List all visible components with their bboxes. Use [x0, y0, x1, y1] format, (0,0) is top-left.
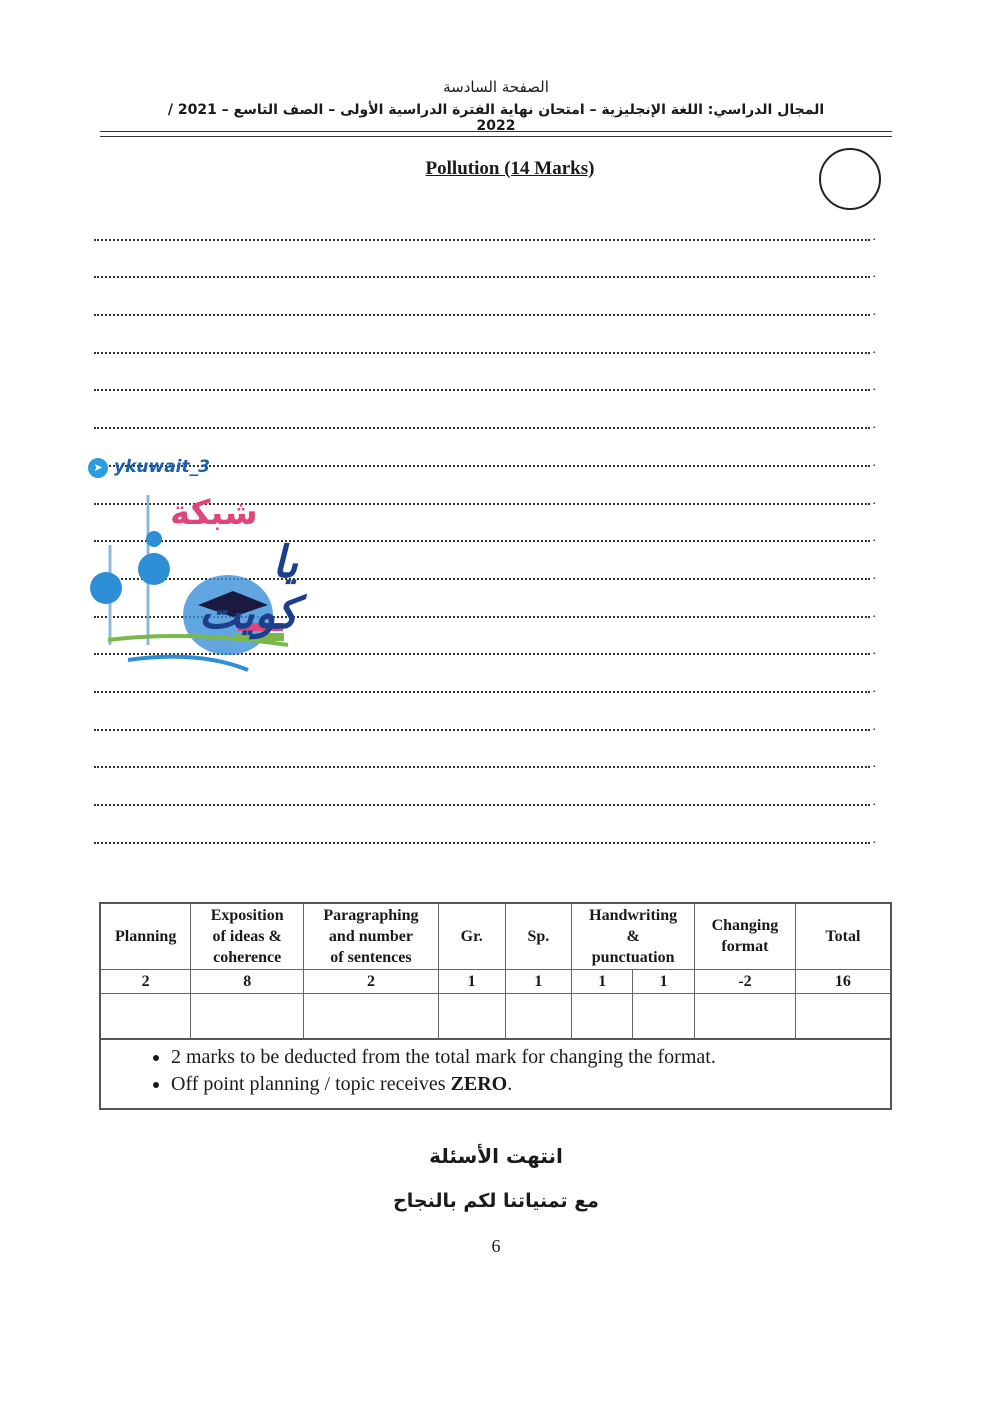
watermark-brand-main: يا كويت: [198, 537, 298, 639]
watermark-brand-top: شبكة: [170, 493, 258, 533]
header-line: Handwriting: [589, 906, 678, 924]
header-handwriting: [572, 903, 695, 969]
mark-grammar: 1: [438, 969, 505, 993]
watermark-logo: [88, 455, 298, 690]
mark-handwriting: 1: [572, 969, 633, 993]
header-grammar: Gr.: [438, 903, 505, 969]
score-cell[interactable]: [191, 993, 304, 1039]
header-exposition: [191, 903, 304, 969]
header-divider: [100, 131, 892, 132]
note-text: Off point planning / topic receives: [171, 1073, 451, 1095]
header-line: &: [626, 927, 640, 945]
writing-line[interactable]: [94, 740, 876, 778]
note-item: • 2 marks to be deducted from the total mark for changing the format.: [171, 1044, 890, 1071]
rubric-score-row: [100, 993, 891, 1039]
watermark-handle: ykuwait_3: [114, 457, 210, 477]
header-divider-2: [100, 136, 892, 137]
header-planning: Planning: [100, 903, 191, 969]
rubric-marks-row: [100, 969, 891, 993]
header-line: and number: [328, 927, 413, 945]
writing-line[interactable]: [94, 363, 876, 401]
mark-spelling: 1: [505, 969, 572, 993]
header-total: Total: [795, 903, 891, 969]
score-cell[interactable]: [695, 993, 796, 1039]
mark-planning: 2: [100, 969, 191, 993]
mark-punctuation: 1: [633, 969, 695, 993]
note-emphasis: ZERO: [450, 1073, 508, 1095]
score-cell[interactable]: [572, 993, 633, 1039]
header-paragraphing: [304, 903, 439, 969]
header-line: Exposition: [210, 906, 284, 924]
header-spelling: Sp.: [505, 903, 572, 969]
score-cell[interactable]: [100, 993, 191, 1039]
score-circle: [819, 148, 881, 210]
writing-line[interactable]: [94, 287, 876, 325]
essay-title: Pollution (14 Marks): [425, 158, 595, 179]
writing-line[interactable]: [94, 702, 876, 740]
writing-line[interactable]: [94, 777, 876, 815]
good-luck-message: مع تمنياتنا لكم بالنجاح: [393, 1190, 599, 1212]
header-line: coherence: [213, 948, 282, 966]
mark-changing-format: -2: [695, 969, 796, 993]
note-text: .: [507, 1073, 513, 1095]
writing-line[interactable]: [94, 400, 876, 438]
header-line: punctuation: [591, 948, 675, 966]
header-line: Changing: [711, 917, 779, 935]
writing-line[interactable]: [94, 212, 876, 250]
writing-line[interactable]: [94, 250, 876, 288]
rubric-table: [99, 902, 892, 1040]
score-cell[interactable]: [505, 993, 572, 1039]
score-cell[interactable]: [438, 993, 505, 1039]
header-line: format: [721, 938, 769, 956]
note-item: [171, 1071, 890, 1098]
page-label: الصفحة السادسة: [443, 78, 549, 96]
writing-line[interactable]: [94, 325, 876, 363]
writing-line[interactable]: [94, 815, 876, 853]
subject-line: المجال الدراسي: اللغة الإنجليزية – امتحان نهاية الفترة الدراسية الأولى – الصف التاسع – 2021 / 2022: [167, 102, 825, 134]
rubric-notes: [99, 1040, 892, 1110]
telegram-icon: ➤: [88, 458, 108, 478]
header-changing-format: [695, 903, 796, 969]
end-of-questions: انتهت الأسئلة: [429, 1144, 563, 1168]
mark-exposition: 8: [191, 969, 304, 993]
header-line: of ideas &: [212, 927, 282, 945]
mark-total: 16: [795, 969, 891, 993]
header-line: of sentences: [330, 948, 412, 966]
rubric-header-row: [100, 903, 891, 969]
score-cell[interactable]: [795, 993, 891, 1039]
score-cell[interactable]: [633, 993, 695, 1039]
page-number: 6: [491, 1236, 501, 1256]
header-line: Paragraphing: [323, 906, 419, 924]
score-cell[interactable]: [304, 993, 439, 1039]
mark-paragraphing: 2: [304, 969, 439, 993]
